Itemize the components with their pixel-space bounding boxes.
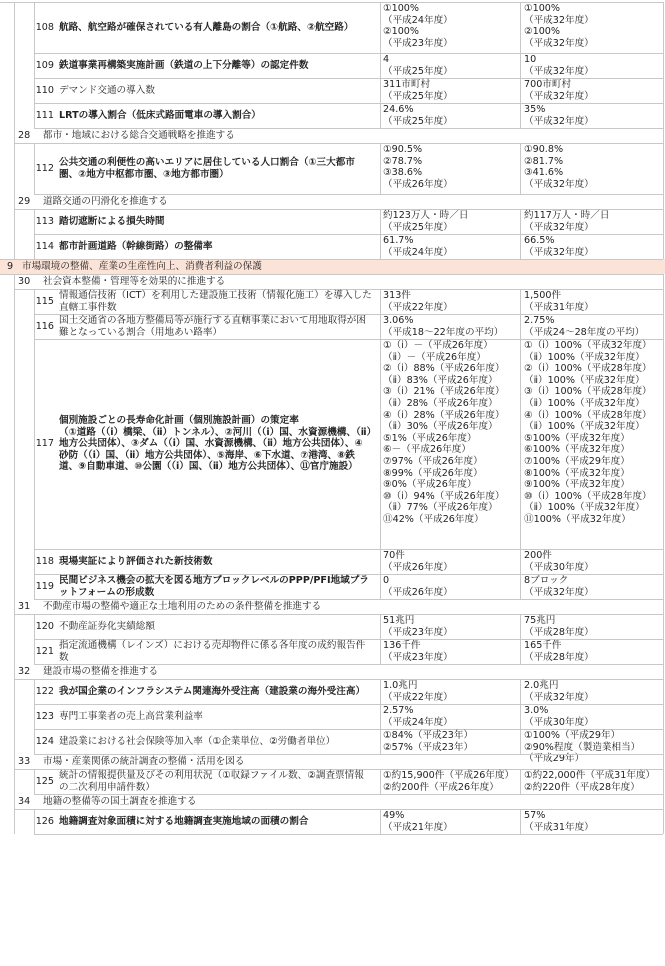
indicator-name: 不動産証券化実績総額 (59, 620, 155, 632)
column-divider (520, 314, 521, 339)
column-divider (14, 614, 15, 639)
indicator-name: 建設業における社会保険等加入率（①企業単位、②労働者単位） (59, 735, 336, 747)
baseline-value: 約123万人・時／日 （平成25年度） (383, 210, 469, 233)
goal-title: 市場環境の整備、産業の生産性向上、消費者利益の保護 (22, 261, 262, 272)
indicator-number: 122 (35, 685, 54, 697)
indicator-number: 125 (35, 775, 54, 787)
target-value: ①90.8% ②81.7% ③41.6% （平成32年度） (524, 144, 594, 190)
column-divider (663, 53, 664, 78)
column-divider (14, 103, 15, 128)
column-divider (14, 314, 15, 339)
row-divider (0, 259, 663, 260)
column-divider (380, 53, 381, 78)
column-divider (14, 143, 15, 194)
indicator-number: 114 (35, 240, 54, 252)
baseline-value: ①約15,900件（平成26年度） ②約200件（平成26年度） (383, 770, 515, 793)
column-divider (14, 664, 15, 679)
column-divider (34, 234, 35, 259)
column-divider (34, 614, 35, 639)
column-divider (34, 574, 35, 599)
indicator-name: 都市計画道路（幹線街路）の整備率 (59, 240, 213, 252)
row-divider (34, 664, 663, 665)
column-divider (14, 599, 15, 614)
indicator-number: 118 (35, 555, 54, 567)
column-divider (520, 574, 521, 599)
column-divider (380, 614, 381, 639)
target-value: 3.0% （平成30年度） (524, 705, 594, 728)
measure-title: 地籍の整備等の国土調査を推進する (43, 796, 197, 807)
column-divider (14, 809, 15, 834)
column-divider (14, 78, 15, 103)
column-divider (14, 53, 15, 78)
target-value: 700市町村 （平成32年度） (524, 79, 594, 102)
column-divider (34, 53, 35, 78)
baseline-value: 24.6% （平成25年度） (383, 104, 453, 127)
column-divider (14, 209, 15, 234)
column-divider (34, 639, 35, 664)
indicator-name: 統計の情報提供量及びその利用状況（①収録ファイル数、②調査票情報の二次利用申請件数） (59, 769, 364, 793)
column-divider (520, 143, 521, 194)
measure-title: 都市・地域における総合交通戦略を推進する (43, 130, 235, 141)
column-divider (520, 53, 521, 78)
indicator-name: 個別施設ごとの長寿命化計画（個別施設計画）の策定率 （①道路（（ⅰ）橋梁、（ⅱ）トンネル）、②河川（（ⅰ）国、水資源機構、（ⅱ）地方公共団体）、③ダム（（ⅰ）国、水資源機構、（ⅱ）地方公共団体）、④砂防（（ⅰ）国、（ⅱ）地方公共団体）、⑤海岸、⑥下水道、⑦港湾、⑧鉄道、⑨自動車道、⑩公園（（ⅰ）国、（ⅱ）地方公共団体）、⑪官庁施設） (59, 415, 372, 473)
baseline-value: 2.57% （平成24年度） (383, 705, 453, 728)
measure-number: 34 (18, 796, 31, 807)
indicator-name: 国土交通省の各地方整備局等が施行する直轄事業において用地取得が困難となっている割合（用地あい路率） (59, 314, 366, 338)
column-divider (34, 679, 35, 704)
indicator-number: 109 (35, 59, 54, 71)
column-divider (14, 679, 15, 704)
indicator-number: 123 (35, 710, 54, 722)
measure-title: 建設市場の整備を推進する (43, 666, 159, 677)
column-divider (663, 289, 664, 314)
baseline-value: ①（ⅰ）－（平成26年度） （ⅱ）－（平成26年度） ②（ⅰ）88%（平成26年度） （ⅱ）83%（平成26年度） ③（ⅰ）21%（平成26年度） （ⅱ）28%（平成26年度） ④（ⅰ）28%（平成26年度） （ⅱ）30%（平成26年度） ⑤1%（平成26年度） ⑥－（平成26年度） ⑦97%（平成26年度） ⑧99%（平成26年度） ⑨0%（平成26年度） ⑩（ⅰ）94%（平成26年度） （ⅱ）77%（平成26年度） ⑪42%（平成26年度） (383, 340, 505, 525)
measure-title: 市場・産業関係の統計調査の整備・活用を図る (43, 756, 245, 767)
column-divider (380, 574, 381, 599)
indicator-number: 116 (35, 320, 54, 332)
baseline-value: 311市町村 （平成25年度） (383, 79, 453, 102)
measure-number: 30 (18, 276, 31, 287)
indicator-number: 117 (35, 438, 54, 450)
column-divider (34, 549, 35, 574)
column-divider (663, 704, 664, 729)
column-divider (380, 729, 381, 754)
indicator-name: 専門工事業者の売上高営業利益率 (59, 710, 203, 722)
indicator-name: 鉄道事業再構築実施計画（鉄道の上下分離等）の認定件数 (59, 59, 309, 71)
column-divider (520, 2, 521, 53)
column-divider (14, 754, 15, 769)
baseline-value: 4 （平成25年度） (383, 54, 453, 77)
column-divider (14, 339, 15, 549)
row-divider (34, 754, 663, 755)
baseline-value: 136千件 （平成23年度） (383, 640, 453, 663)
target-value: 2.75% （平成24～28年度の平均） (524, 315, 645, 338)
column-divider (663, 274, 664, 289)
column-divider (380, 679, 381, 704)
column-divider (663, 664, 664, 679)
column-divider (663, 809, 664, 834)
column-divider (380, 339, 381, 549)
column-divider (663, 128, 664, 143)
column-divider (663, 769, 664, 794)
goal-number: 9 (7, 261, 14, 272)
column-divider (14, 639, 15, 664)
indicator-name: 公共交通の利便性の高いエリアに居住している人口割合（①三大都市圏、②地方中枢都市圏、③地方都市圏） (59, 156, 355, 180)
column-divider (663, 614, 664, 639)
column-divider (14, 794, 15, 809)
baseline-value: 49% （平成21年度） (383, 810, 453, 833)
indicator-name: 地籍調査対象面積に対する地籍調査実施地域の面積の割合 (59, 815, 309, 827)
column-divider (14, 574, 15, 599)
row-divider (0, 2, 663, 3)
column-divider (14, 234, 15, 259)
indicator-name: 我が国企業のインフラシステム関連海外受注高（建設業の海外受注高） (59, 685, 366, 697)
column-divider (380, 809, 381, 834)
row-divider (34, 128, 663, 129)
target-value: 35% （平成32年度） (524, 104, 594, 127)
column-divider (14, 769, 15, 794)
indicator-name: LRTの導入割合（低床式路面電車の導入割合） (59, 109, 261, 121)
column-divider (380, 78, 381, 103)
column-divider (520, 289, 521, 314)
indicator-number: 112 (35, 162, 54, 174)
baseline-value: 0 （平成26年度） (383, 575, 453, 598)
column-divider (380, 2, 381, 53)
column-divider (34, 314, 35, 339)
measure-title: 道路交通の円滑化を推進する (43, 196, 168, 207)
column-divider (14, 128, 15, 143)
baseline-value: 313件 （平成22年度） (383, 290, 453, 313)
column-divider (663, 194, 664, 209)
column-divider (663, 729, 664, 754)
column-divider (34, 339, 35, 549)
target-value: 200件 （平成30年度） (524, 550, 594, 573)
baseline-value: ①100% （平成24年度） ②100% （平成23年度） (383, 3, 453, 49)
indicator-number: 126 (35, 815, 54, 827)
column-divider (380, 639, 381, 664)
column-divider (663, 339, 664, 549)
indicator-name: 踏切遮断による損失時間 (59, 215, 165, 227)
column-divider (520, 769, 521, 794)
column-divider (663, 754, 664, 769)
indicator-name: デマンド交通の導入数 (59, 84, 155, 96)
indicator-number: 120 (35, 620, 54, 632)
indicator-name: 現場実証により評価された新技術数 (59, 555, 213, 567)
row-divider (34, 194, 663, 195)
column-divider (34, 103, 35, 128)
column-divider (34, 769, 35, 794)
indicator-number: 124 (35, 735, 54, 747)
column-divider (520, 614, 521, 639)
baseline-value: 51兆円 （平成23年度） (383, 615, 453, 638)
row-divider (34, 794, 663, 795)
column-divider (663, 314, 664, 339)
column-divider (520, 729, 521, 754)
target-value: 66.5% （平成32年度） (524, 235, 594, 258)
column-divider (380, 314, 381, 339)
indicator-number: 110 (35, 84, 54, 96)
column-divider (380, 143, 381, 194)
column-divider (663, 78, 664, 103)
column-divider (380, 769, 381, 794)
column-divider (380, 209, 381, 234)
column-divider (663, 549, 664, 574)
column-divider (663, 234, 664, 259)
target-value: 10 （平成32年度） (524, 54, 594, 77)
indicator-number: 119 (35, 580, 54, 592)
column-divider (34, 143, 35, 194)
column-divider (520, 549, 521, 574)
indicator-name: 情報通信技術（ICT）を利用した建設施工技術（情報化施工）を導入した直轄工事件数 (59, 289, 372, 313)
target-value: 8ブロック （平成32年度） (524, 575, 594, 598)
target-value: ①（ⅰ）100%（平成32年度） （ⅱ）100%（平成32年度） ②（ⅰ）100%（平成28年度） （ⅱ）100%（平成32年度） ③（ⅰ）100%（平成28年度） （ⅱ）100%（平成32年度） ④（ⅰ）100%（平成28年度） （ⅱ）100%（平成32年度） ⑤100%（平成32年度） ⑥100%（平成32年度） ⑦100%（平成29年度） ⑧100%（平成32年度） ⑨100%（平成32年度） ⑩（ⅰ）100%（平成28年度） （ⅱ）100%（平成32年度） ⑪100%（平成32年度） (524, 340, 652, 525)
baseline-value: ①84%（平成23年） ②57%（平成23年） (383, 730, 474, 753)
indicator-number: 111 (35, 109, 54, 121)
column-divider (34, 2, 35, 53)
baseline-value: 70件 （平成26年度） (383, 550, 453, 573)
column-divider (663, 143, 664, 194)
column-divider (34, 78, 35, 103)
target-value: ①100% （平成32年度） ②100% （平成32年度） (524, 3, 594, 49)
column-divider (14, 289, 15, 314)
column-divider (380, 103, 381, 128)
column-divider (663, 679, 664, 704)
column-divider (663, 639, 664, 664)
column-divider (34, 704, 35, 729)
column-divider (663, 103, 664, 128)
column-divider (14, 704, 15, 729)
column-divider (380, 234, 381, 259)
indicator-name: 民間ビジネス機会の拡大を図る地方ブロックレベルのPPP/PFI地域プラットフォームの形成数 (59, 574, 369, 598)
measure-title: 不動産市場の整備や適正な土地利用のための条件整備を推進する (43, 601, 322, 612)
indicator-number: 108 (35, 21, 54, 33)
column-divider (663, 574, 664, 599)
column-divider (34, 809, 35, 834)
column-divider (520, 78, 521, 103)
column-divider (663, 599, 664, 614)
measure-number: 28 (18, 130, 31, 141)
measure-number: 31 (18, 601, 31, 612)
target-value: ①約22,000件（平成31年度） ②約220件（平成28年度） (524, 770, 656, 793)
target-value: 165千件 （平成28年度） (524, 640, 594, 663)
column-divider (520, 679, 521, 704)
measure-number: 32 (18, 666, 31, 677)
baseline-value: 1.0兆円 （平成22年度） (383, 680, 453, 703)
target-value: 1,500件 （平成31年度） (524, 290, 594, 313)
column-divider (520, 234, 521, 259)
row-divider (0, 274, 663, 275)
column-divider (663, 2, 664, 53)
indicator-name: 指定流通機構（レインズ）における売却物件に係る各年度の成約報告件数 (59, 639, 366, 663)
indicator-name: 航路、航空路が確保されている有人離島の割合（①航路、②航空路） (59, 21, 354, 33)
column-divider (520, 639, 521, 664)
baseline-value: ①90.5% ②78.7% ③38.6% （平成26年度） (383, 144, 453, 190)
column-divider (14, 2, 15, 53)
column-divider (663, 794, 664, 809)
indicator-number: 113 (35, 215, 54, 227)
column-divider (34, 729, 35, 754)
column-divider (380, 289, 381, 314)
column-divider (520, 103, 521, 128)
target-value: 約117万人・時／日 （平成32年度） (524, 210, 610, 233)
indicator-number: 121 (35, 645, 54, 657)
baseline-value: 61.7% （平成24年度） (383, 235, 453, 258)
target-value: 75兆円 （平成28年度） (524, 615, 594, 638)
column-divider (663, 209, 664, 234)
column-divider (520, 704, 521, 729)
column-divider (34, 209, 35, 234)
indicator-number: 115 (35, 295, 54, 307)
row-divider (34, 834, 663, 835)
measure-title: 社会資本整備・管理等を効果的に推進する (43, 276, 226, 287)
target-value: ①100%（平成29年） ②90%程度（製造業相当） （平成29年） (524, 730, 641, 765)
column-divider (520, 809, 521, 834)
column-divider (520, 209, 521, 234)
column-divider (14, 194, 15, 209)
column-divider (14, 549, 15, 574)
measure-number: 29 (18, 196, 31, 207)
target-value: 57% （平成31年度） (524, 810, 594, 833)
row-divider (34, 599, 663, 600)
column-divider (14, 729, 15, 754)
column-divider (14, 274, 15, 289)
measure-number: 33 (18, 756, 31, 767)
column-divider (520, 339, 521, 549)
column-divider (380, 704, 381, 729)
column-divider (380, 549, 381, 574)
baseline-value: 3.06% （平成18～22年度の平均） (383, 315, 504, 338)
column-divider (34, 289, 35, 314)
target-value: 2.0兆円 （平成32年度） (524, 680, 594, 703)
